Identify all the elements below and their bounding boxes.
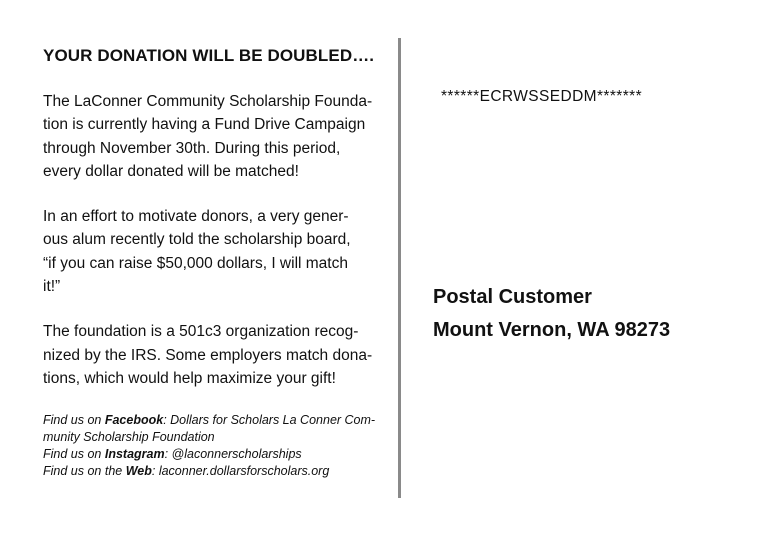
paragraph-matching-donor xyxy=(43,205,393,298)
paragraph-line: tion is currently having a Fund Drive Campaign xyxy=(43,116,366,134)
paragraph-line: In an effort to motivate donors, a very gener- xyxy=(43,208,349,226)
paragraph-line: through November 30th. During this period, xyxy=(43,139,341,157)
paragraph-fund-drive xyxy=(43,90,393,183)
web-label: Web xyxy=(125,464,152,479)
instagram-prefix: Find us on xyxy=(43,447,105,462)
facebook-line-continued: munity Scholarship Foundation xyxy=(43,430,215,445)
city-state-zip: Mount Vernon, WA 98273 xyxy=(433,319,671,341)
instagram-line xyxy=(43,446,393,463)
postal-route-code: ******ECRWSSEDDM******* xyxy=(441,88,643,105)
message-column xyxy=(43,44,393,480)
paragraph-line: The foundation is a 501c3 organization recog- xyxy=(43,323,359,341)
instagram-handle: : @laconnerscholarships xyxy=(164,447,302,462)
paragraph-line: tions, which would help maximize your gift! xyxy=(43,369,336,387)
mailing-address xyxy=(433,281,670,347)
web-line xyxy=(43,463,393,480)
facebook-label: Facebook xyxy=(104,413,164,428)
paragraph-501c3 xyxy=(43,320,393,390)
social-links xyxy=(43,412,393,480)
paragraph-line: ous alum recently told the scholarship board, xyxy=(43,231,351,249)
instagram-label: Instagram xyxy=(104,447,165,462)
facebook-value: : Dollars for Scholars La Conner Com- xyxy=(163,413,376,428)
paragraph-line: nized by the IRS. Some employers match dona- xyxy=(43,346,373,364)
center-divider xyxy=(398,38,401,498)
paragraph-line: “if you can raise $50,000 dollars, I will match xyxy=(43,254,348,272)
web-prefix: Find us on the xyxy=(43,464,126,479)
facebook-prefix: Find us on xyxy=(43,413,105,428)
facebook-line xyxy=(43,412,393,429)
headline: YOUR DONATION WILL BE DOUBLED…. xyxy=(43,46,375,65)
paragraph-line: The LaConner Community Scholarship Founda- xyxy=(43,93,373,110)
paragraph-line: it!” xyxy=(43,278,61,296)
recipient-name: Postal Customer xyxy=(433,286,592,308)
paragraph-line: every dollar donated will be matched! xyxy=(43,162,299,180)
web-url: : laconner.dollarsforscholars.org xyxy=(151,464,330,479)
